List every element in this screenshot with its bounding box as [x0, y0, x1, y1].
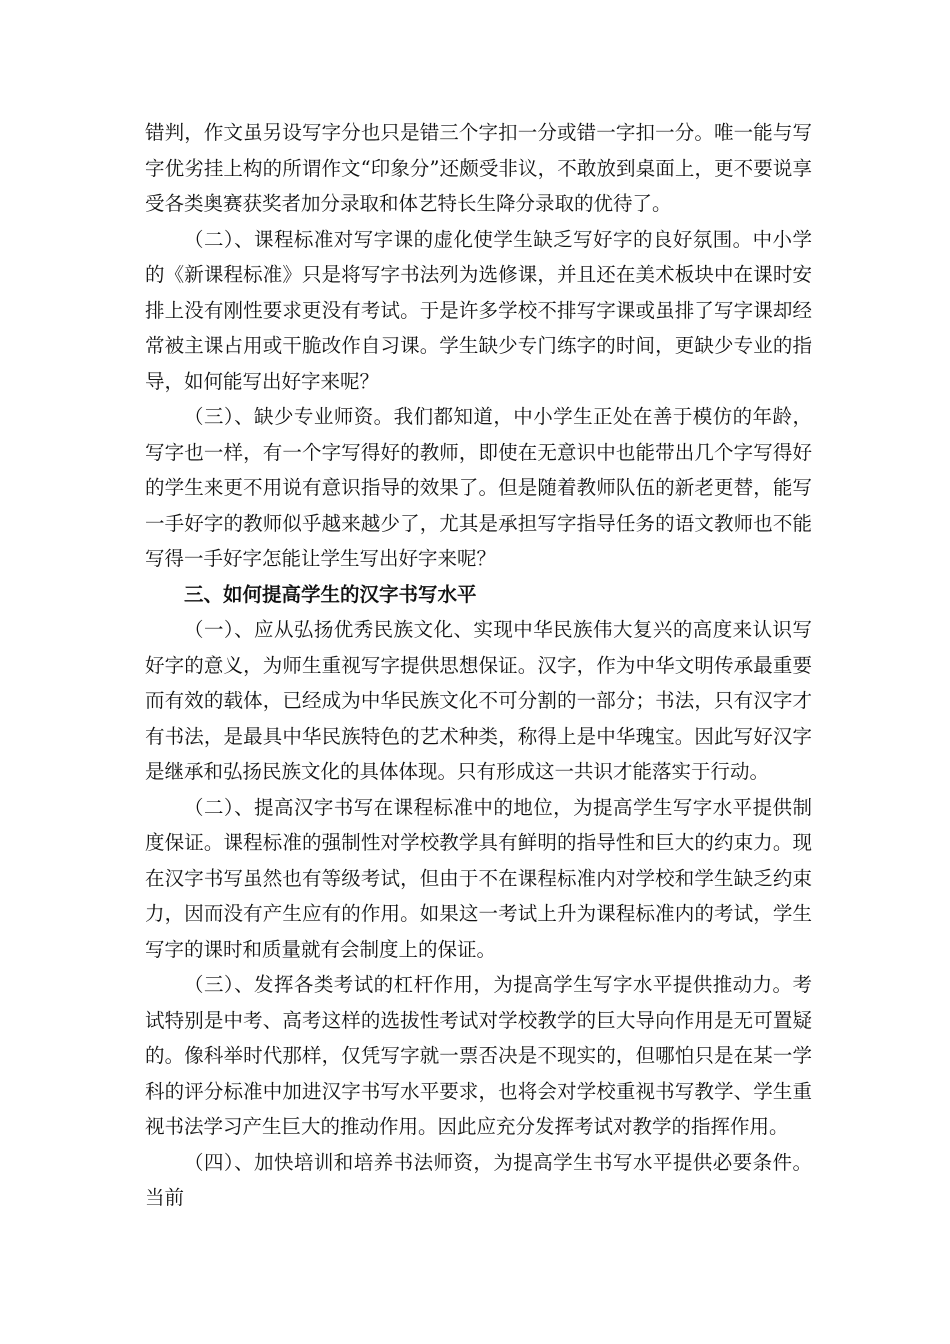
document-page: [145, 115, 812, 1216]
paragraph-curriculum-standard: （二）、课程标准对写字课的虚化使学生缺乏写好字的良好氛围。中小学的《新课程标准》只是将写字书法列为选修课，并且还在美术板块中在课时安排上没有刚性要求更没有考试。于是许多学校不排写字课或虽排了写字课却经常被主课占用或干脆改作自习课。学生缺少专门练字的时间，更缺少专业的指导，如何能写出好字来呢？: [145, 227, 812, 393]
section-heading: 三、如何提高学生的汉字书写水平: [184, 582, 477, 606]
paragraph-cultural-significance: （一）、应从弘扬优秀民族文化、实现中华民族伟大复兴的高度来认识写好字的意义，为师生重视写字提供思想保证。汉字，作为中华文明传承最重要而有效的载体，已经成为中华民族文化不可分割的一部分；书法，只有汉字才有书法，是最具中华民族特色的艺术种类，称得上是中华瑰宝。因此写好汉字是继承和弘扬民族文化的具体体现。只有形成这一共识才能落实于行动。: [145, 618, 812, 783]
paragraph-continuation: 错判，作文虽另设写字分也只是错三个字扣一分或错一字扣一分。唯一能与写字优劣挂上构的所谓作文“印象分”还颇受非议，不敢放到桌面上，更不要说享受各类奥赛获奖者加分录取和体艺特长生降分录取的优待了。: [145, 121, 812, 215]
paragraph-exam-leverage: （三）、发挥各类考试的杠杆作用，为提高学生写字水平提供推动力。考试特别是中考、高考这样的选拔性考试对学校教学的巨大导向作用是无可置疑的。像科举时代那样，仅凭写字就一票否决是不现实的，但哪怕只是在某一学科的评分标准中加进汉字书写水平要求，也将会对学校重视书写教学、学生重视书法学习产生巨大的推动作用。因此应充分发挥考试对教学的指挥作用。: [145, 973, 812, 1138]
paragraph-teacher-shortage: （三）、缺少专业师资。我们都知道，中小学生正处在善于模仿的年龄，写字也一样，有一个字写得好的教师，即使在无意识中也能带出几个字写得好的学生来更不用说有意识指导的效果了。但是随着教师队伍的新老更替，能写一手好字的教师似乎越来越少了，尤其是承担写字指导任务的语文教师也不能写得一手好字怎能让学生写出好字来呢？: [145, 405, 812, 570]
paragraph-teacher-training: （四）、加快培训和培养书法师资，为提高学生书写水平提供必要条件。当前: [145, 1150, 812, 1209]
paragraph-curriculum-status: （二）、提高汉字书写在课程标准中的地位，为提高学生写字水平提供制度保证。课程标准的强制性对学校教学具有鲜明的指导性和巨大的约束力。现在汉字书写虽然也有等级考试，但由于不在课程标准内对学校和学生缺乏约束力，因而没有产生应有的作用。如果这一考试上升为课程标准内的考试，学生写字的课时和质量就有会制度上的保证。: [145, 795, 812, 961]
